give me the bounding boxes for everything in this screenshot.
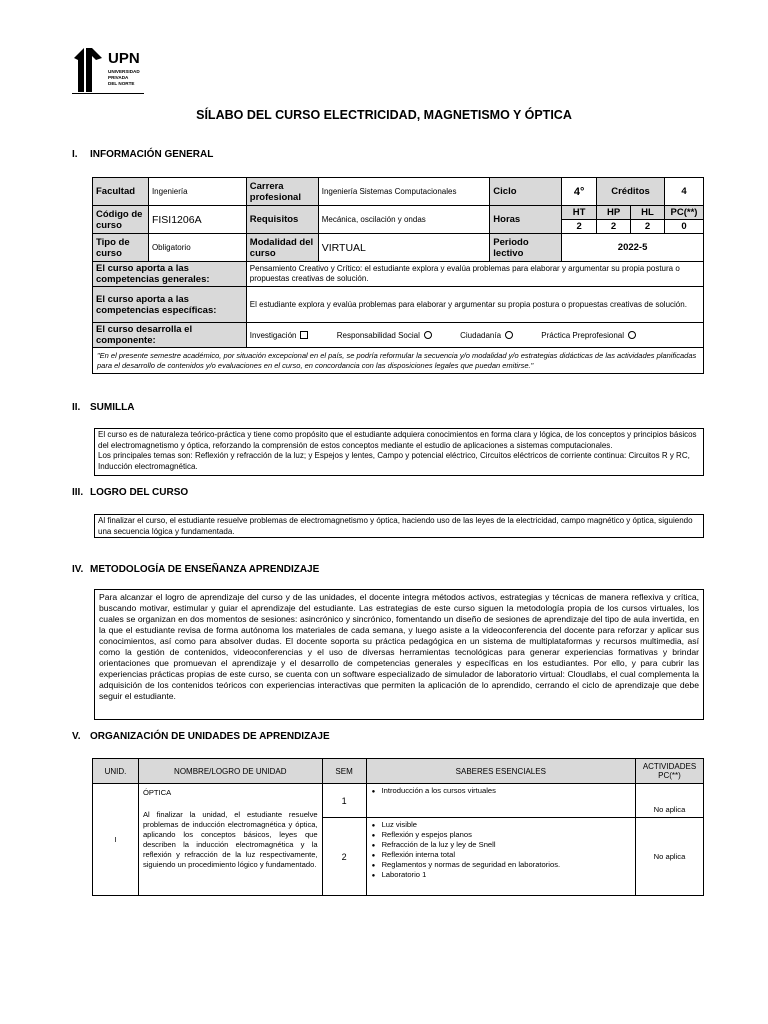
sem-2: 2 [322,818,366,896]
unidad-logro: Al finalizar la unidad, el estudiante resuelve problemas de inducción electromagnética y óptica, aplicando los conceptos básicos, leyes que describen la inducción electromagnética y la reflexión y refracción de la luz respectivamente, siguiendo un procedimiento lógico y fundamentado. [142,810,318,869]
ht-value: 2 [562,220,597,234]
unidad-number: I [93,784,139,896]
codigo-value: FISI1206A [148,206,246,234]
actividad-2: No aplica [635,818,703,896]
saberes-2: ● Luz visible ● Reflexión y espejos planos ● Refracción de la luz y ley de Snell ● Reflexión interna total ● Reglamentos y normas de seguridad en laboratorios. ● Laboratorio 1 [366,818,635,896]
componente-label: El curso desarrolla el componente: [93,323,247,348]
hl-value: 2 [631,220,665,234]
logo-text: UPN [108,50,140,67]
modalidad-value: VIRTUAL [318,234,490,262]
radio-icon [628,331,636,339]
svg-text:UNIVERSIDAD: UNIVERSIDAD [108,69,140,74]
section-heading-sumilla: II. SUMILLA [72,402,135,413]
ht-label: HT [562,206,597,220]
svg-text:PRIVADA: PRIVADA [108,75,129,80]
carrera-value: Ingeniería Sistemas Computacionales [318,178,490,206]
componente-ciudadania: Ciudadanía [460,331,513,340]
hp-label: HP [597,206,631,220]
tipo-value: Obligatorio [148,234,246,262]
section-heading-metodologia: IV. METODOLOGÍA DE ENSEÑANZA APRENDIZAJE [72,564,320,575]
hp-value: 2 [597,220,631,234]
pc-label: PC(**) [664,206,703,220]
logro-box: Al finalizar el curso, el estudiante resuelve problemas de electromagnetismo y óptica, haciendo uso de las leyes de la electricidad, campo magnético y óptica, siguiendo una secuencia lógica y fundamentada. [94,514,704,538]
sumilla-box [94,428,704,476]
section-heading-unidades: V. ORGANIZACIÓN DE UNIDADES DE APRENDIZAJE [72,731,330,742]
section-heading-info: I. INFORMACIÓN GENERAL [72,149,214,160]
componente-practica: Práctica Preprofesional [541,331,636,340]
header-rule [72,93,144,94]
comp-gen-value: Pensamiento Creativo y Crítico: el estudiante explora y evalúa problemas para elaborar y argumentar su propia postura o propuestas creativas de solución. [246,262,703,287]
table-row [93,784,704,818]
document-title: SÍLABO DEL CURSO ELECTRICIDAD, MAGNETISMO Y ÓPTICA [196,108,572,122]
actividad-1: No aplica [635,784,703,818]
comp-esp-label: El curso aporta a las competencias específicas: [93,287,247,323]
sumilla-paragraph-2: Los principales temas son: Reflexión y refracción de la luz; y Espejos y lentes, Campo y potencial eléctrico, Circuitos eléctricos de corriente continua: Circuitos R y RC, Inducción electromagnética. [98,451,690,471]
col-sem-header: SEM [322,759,366,784]
facultad-value: Ingeniería [148,178,246,206]
unidad-title: ÓPTICA [142,788,172,797]
radio-icon [424,331,432,339]
unidad-cell [138,784,322,896]
hl-label: HL [631,206,665,220]
horas-label: Horas [490,206,562,234]
radio-icon [505,331,513,339]
col-actividades-header: ACTIVIDADES PC(**) [635,759,703,784]
unidades-table [92,758,704,896]
ciclo-label: Ciclo [490,178,562,206]
periodo-label: Periodo lectivo [490,234,562,262]
checkbox-icon [300,331,308,339]
facultad-label: Facultad [93,178,149,206]
requisitos-value: Mecánica, oscilación y ondas [318,206,490,234]
carrera-label: Carrera profesional [246,178,318,206]
col-saberes-header: SABERES ESENCIALES [366,759,635,784]
componente-investigacion: Investigación [250,331,309,340]
comp-gen-label: El curso aporta a las competencias generales: [93,262,247,287]
svg-text:DEL NORTE: DEL NORTE [108,81,135,86]
upn-logo [72,46,144,92]
creditos-value: 4 [664,178,703,206]
col-unid-header: UNID. [93,759,139,784]
componente-responsabilidad: Responsabilidad Social [337,331,432,340]
section-heading-logro: III. LOGRO DEL CURSO [72,487,189,498]
modalidad-label: Modalidad del curso [246,234,318,262]
ciclo-value: 4° [562,178,597,206]
comp-esp-value: El estudiante explora y evalúa problemas para elaborar y argumentar su propia postura o propuestas creativas de solución. [246,287,703,323]
info-note: "En el presente semestre académico, por situación excepcional en el país, se podría reformular la secuencia y/o modalidad y/o estrategias didácticas de las actividades planificadas para el desarrollo de contenidos y/o evaluaciones en el curso, en concordancia con las disposiciones legales que puedan emitirse." [93,348,704,374]
metodologia-box: Para alcanzar el logro de aprendizaje del curso y de las unidades, el docente integra métodos activos, estrategias y técnicas de manera reflexiva y crítica, buscando motivar, estimular y guiar el aprendizaje del estudiante. Las estrategias de este curso siguen la metodología propia de los cursos virtuales, los cuales se organizan en dos momentos de sesiones: asincrónico y sincrónico, fomentando un diseño de sesiones de aprendizaje del tipo de aula invertida, en la que el estudiante revisa de forma autónoma los materiales de cada semana, y luego asiste a la videoconferencia del docente para reforzar y aplicar sus conocimientos, así como para absolver dudas. El docente soporta su práctica pedagógica en un sistema de multiplataformas y recursos multimedia, así como la gestión de contenidos, videoconferencias y el uso de diversas herramientas tecnológicas para generar experiencias formativas y brindar orientaciones que promuevan el aprendizaje y el desarrollo de competencias generales y específicas en los estudiantes. Por ello, y para cubrir las experiencias prácticas propias de este curso, se cuenta con un software especializado de simulador de laboratorio virtual: Cloudlabs, el cual complementa la adquisición de los contenidos teóricos con experiencias interactivas que permiten la aplicación de lo aprendido, cerrando el ciclo de aprendizaje que debe seguir el estudiante. [94,589,704,720]
componente-options [246,323,703,348]
info-table [92,177,704,374]
sumilla-paragraph-1: El curso es de naturaleza teórico-práctica y tiene como propósito que el estudiante adquiera conocimientos en forma clara y lógica, de los conceptos y principios básicos del electromagnetismo y óptica, reforzando la comprensión de estos conceptos mediante el estudio de aplicaciones a sistemas computacionales. [98,430,697,450]
tipo-label: Tipo de curso [93,234,149,262]
sem-1: 1 [322,784,366,818]
requisitos-label: Requisitos [246,206,318,234]
pc-value: 0 [664,220,703,234]
saberes-1: ● Introducción a los cursos virtuales [366,784,635,818]
col-nombre-header: NOMBRE/LOGRO DE UNIDAD [138,759,322,784]
creditos-label: Créditos [597,178,665,206]
codigo-label: Código de curso [93,206,149,234]
periodo-value: 2022-5 [562,234,704,262]
